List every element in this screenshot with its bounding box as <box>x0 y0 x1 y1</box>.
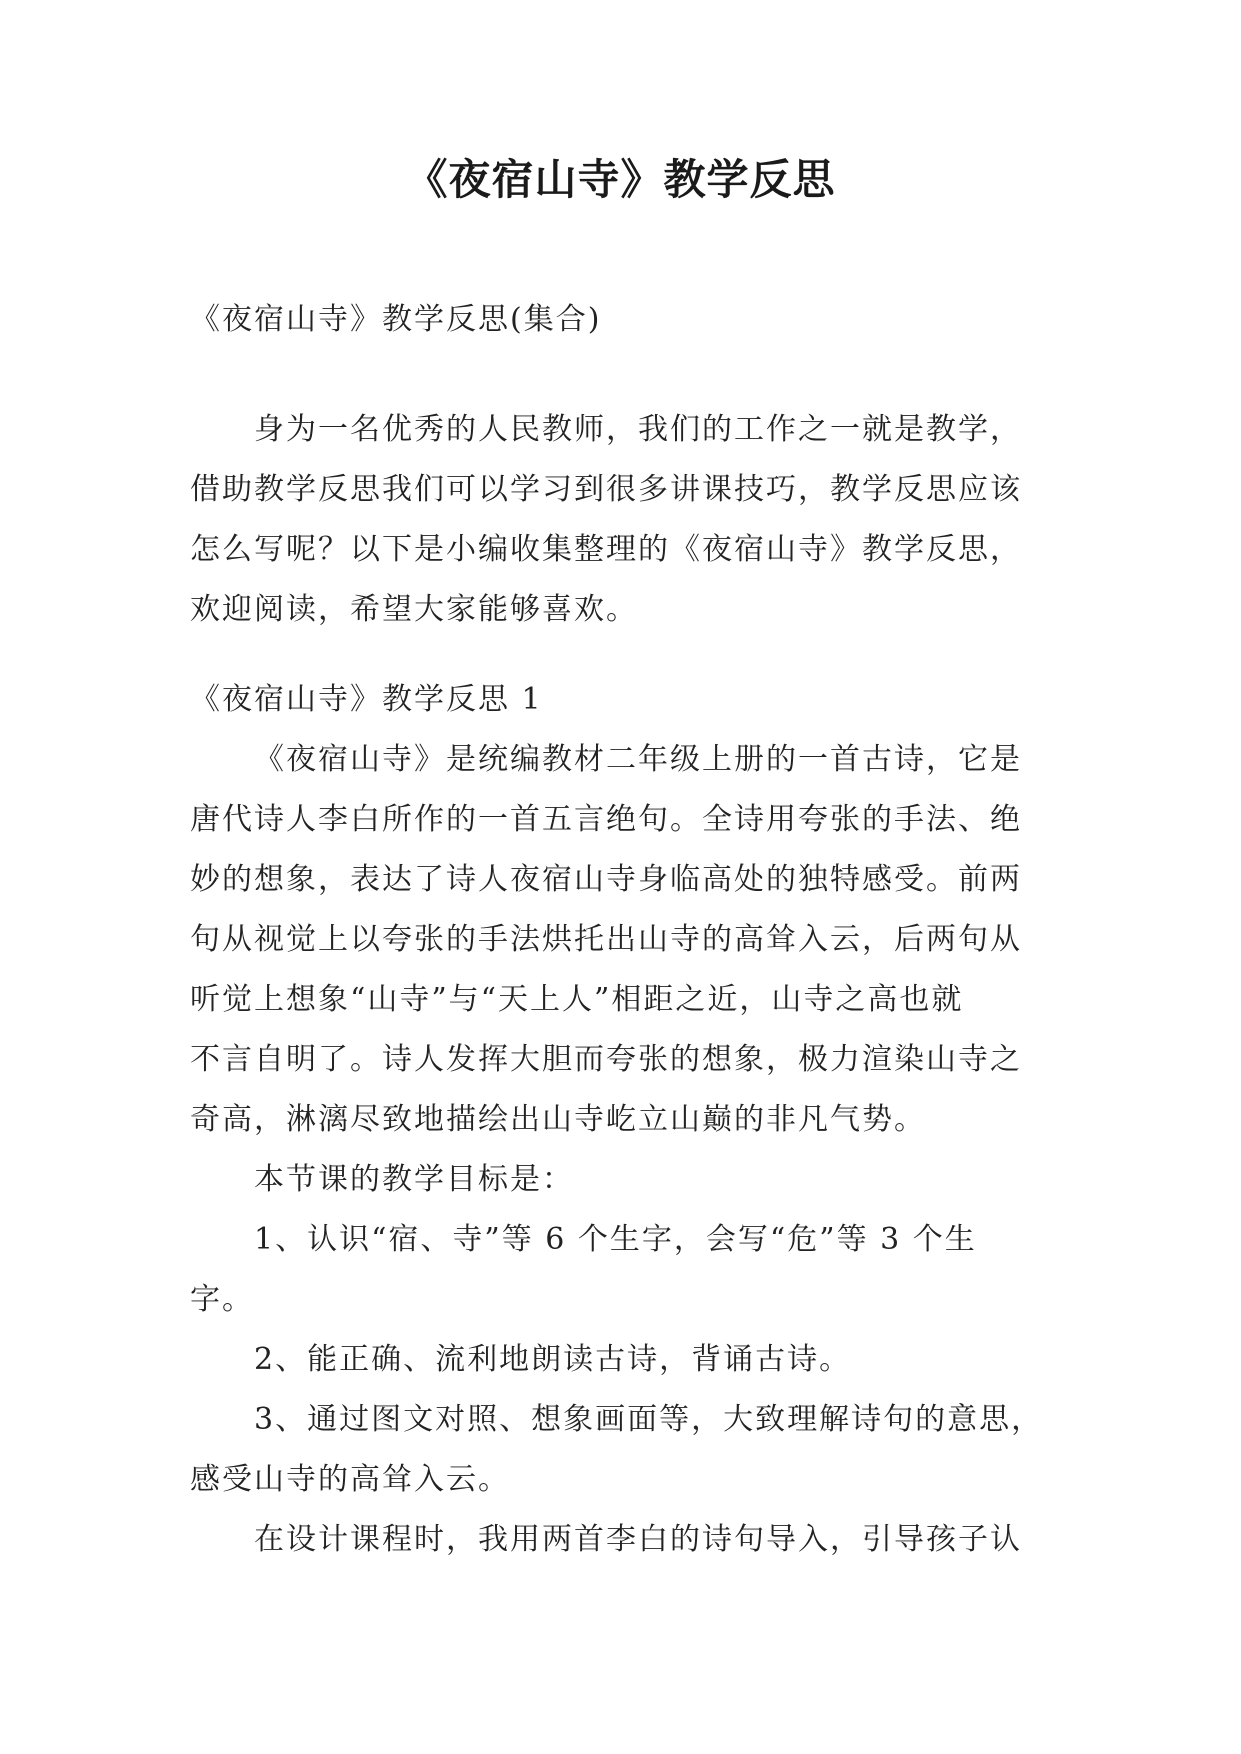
document-title: 《夜宿山寺》教学反思 <box>405 155 836 204</box>
paragraph-line: 《夜宿山寺》是统编教材二年级上册的一首古诗，它是 <box>254 742 1022 777</box>
section-heading: 《夜宿山寺》教学反思 1 <box>190 682 543 717</box>
paragraph-line: 妙的想象，表达了诗人夜宿山寺身临高处的独特感受。前两 <box>190 862 1022 897</box>
section-reflection-1 <box>190 670 1050 1570</box>
subtitle-line: 《夜宿山寺》教学反思(集合) <box>190 302 602 337</box>
intro-line: 身为一名优秀的人民教师，我们的工作之一就是教学， <box>254 412 1022 447</box>
intro-line: 借助教学反思我们可以学习到很多讲课技巧，教学反思应该 <box>190 472 1022 507</box>
objective-line: 1、认识“宿、寺”等 6 个生字，会写“危”等 3 个生 <box>254 1222 977 1257</box>
objective-line: 字。 <box>190 1282 254 1317</box>
objectives-intro-line: 本节课的教学目标是： <box>254 1162 574 1197</box>
document-subtitle <box>190 290 1050 350</box>
paragraph-line: 唐代诗人李白所作的一首五言绝句。全诗用夸张的手法、绝 <box>190 802 1022 837</box>
objective-line: 3、通过图文对照、想象画面等，大致理解诗句的意思， <box>254 1402 1044 1437</box>
paragraph-line: 不言自明了。诗人发挥大胆而夸张的想象，极力渲染山寺之 <box>190 1042 1022 1077</box>
paragraph-line: 奇高，淋漓尽致地描绘出山寺屹立山巅的非凡气势。 <box>190 1102 926 1137</box>
objective-line: 2、能正确、流利地朗读古诗，背诵古诗。 <box>254 1342 852 1377</box>
objective-line: 感受山寺的高耸入云。 <box>190 1462 510 1497</box>
paragraph-line: 在设计课程时，我用两首李白的诗句导入，引导孩子认 <box>254 1522 1022 1557</box>
intro-line: 怎么写呢？以下是小编收集整理的《夜宿山寺》教学反思， <box>190 532 1022 567</box>
intro-line: 欢迎阅读，希望大家能够喜欢。 <box>190 592 638 627</box>
paragraph-line: 听觉上想象“山寺”与“天上人”相距之近，山寺之高也就 <box>190 982 964 1017</box>
paragraph-line: 句从视觉上以夸张的手法烘托出山寺的高耸入云，后两句从 <box>190 922 1022 957</box>
intro-paragraph <box>190 400 1050 640</box>
